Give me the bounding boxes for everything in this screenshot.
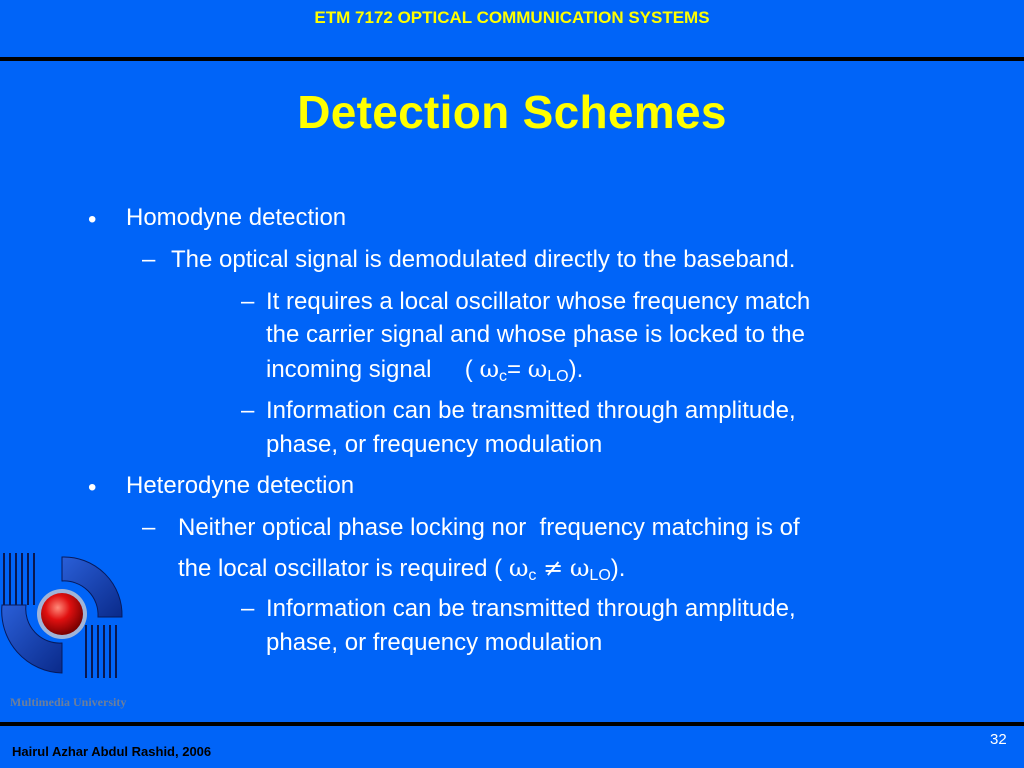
requirement-text: incoming signal ( — [266, 356, 473, 383]
homodyne-requirement-line-2: the carrier signal and whose phase is locked to the — [266, 321, 805, 348]
university-name: Multimedia University — [10, 695, 127, 709]
omega-symbol: ω — [508, 554, 529, 582]
dash-marker: – — [241, 397, 255, 424]
dash-marker: – — [142, 514, 156, 541]
university-logo — [0, 553, 140, 683]
bullet-heterodyne: Heterodyne detection — [126, 472, 355, 499]
bullet-marker: • — [88, 206, 97, 233]
subscript-c: c — [499, 368, 508, 385]
heterodyne-text: the local oscillator is required ( — [178, 555, 503, 582]
heterodyne-subpoint-line-1: Neither optical phase locking nor frequency matching is of — [178, 514, 800, 541]
header-divider — [0, 57, 1024, 61]
homodyne-info-line-1: Information can be transmitted through amplitude, — [266, 397, 796, 424]
subscript-lo: LO — [547, 368, 569, 385]
equals-sign: = — [507, 356, 522, 383]
page-number: 32 — [990, 731, 1007, 748]
close-paren: ). — [568, 356, 584, 383]
bullet-homodyne: Homodyne detection — [126, 204, 347, 231]
homodyne-info-line-2: phase, or frequency modulation — [266, 431, 603, 458]
omega-symbol: ω — [569, 554, 590, 582]
omega-symbol: ω — [527, 355, 548, 383]
heterodyne-info-line-2: phase, or frequency modulation — [266, 629, 603, 656]
heterodyne-info-line-1: Information can be transmitted through amplitude, — [266, 595, 796, 622]
footer-divider — [0, 722, 1024, 726]
heterodyne-subpoint-line-2 — [178, 551, 625, 586]
dash-marker: – — [142, 246, 156, 273]
not-equal-sign: ≠ — [543, 554, 564, 582]
homodyne-subpoint: The optical signal is demodulated directly to the baseband. — [171, 246, 796, 273]
bullet-marker: • — [88, 474, 97, 501]
footer-author: Hairul Azhar Abdul Rashid, 2006 — [12, 744, 212, 759]
close-paren: ). — [610, 555, 626, 582]
dash-marker: – — [241, 288, 255, 315]
homodyne-requirement-line-1: It requires a local oscillator whose frequency match — [266, 288, 811, 315]
course-header: ETM 7172 OPTICAL COMMUNICATION SYSTEMS — [314, 8, 710, 27]
omega-symbol: ω — [479, 355, 500, 383]
slide-title: Detection Schemes — [297, 86, 727, 138]
dash-marker: – — [241, 595, 255, 622]
subscript-lo: LO — [589, 567, 611, 584]
homodyne-requirement-line-3 — [266, 352, 583, 387]
subscript-c: c — [528, 567, 537, 584]
